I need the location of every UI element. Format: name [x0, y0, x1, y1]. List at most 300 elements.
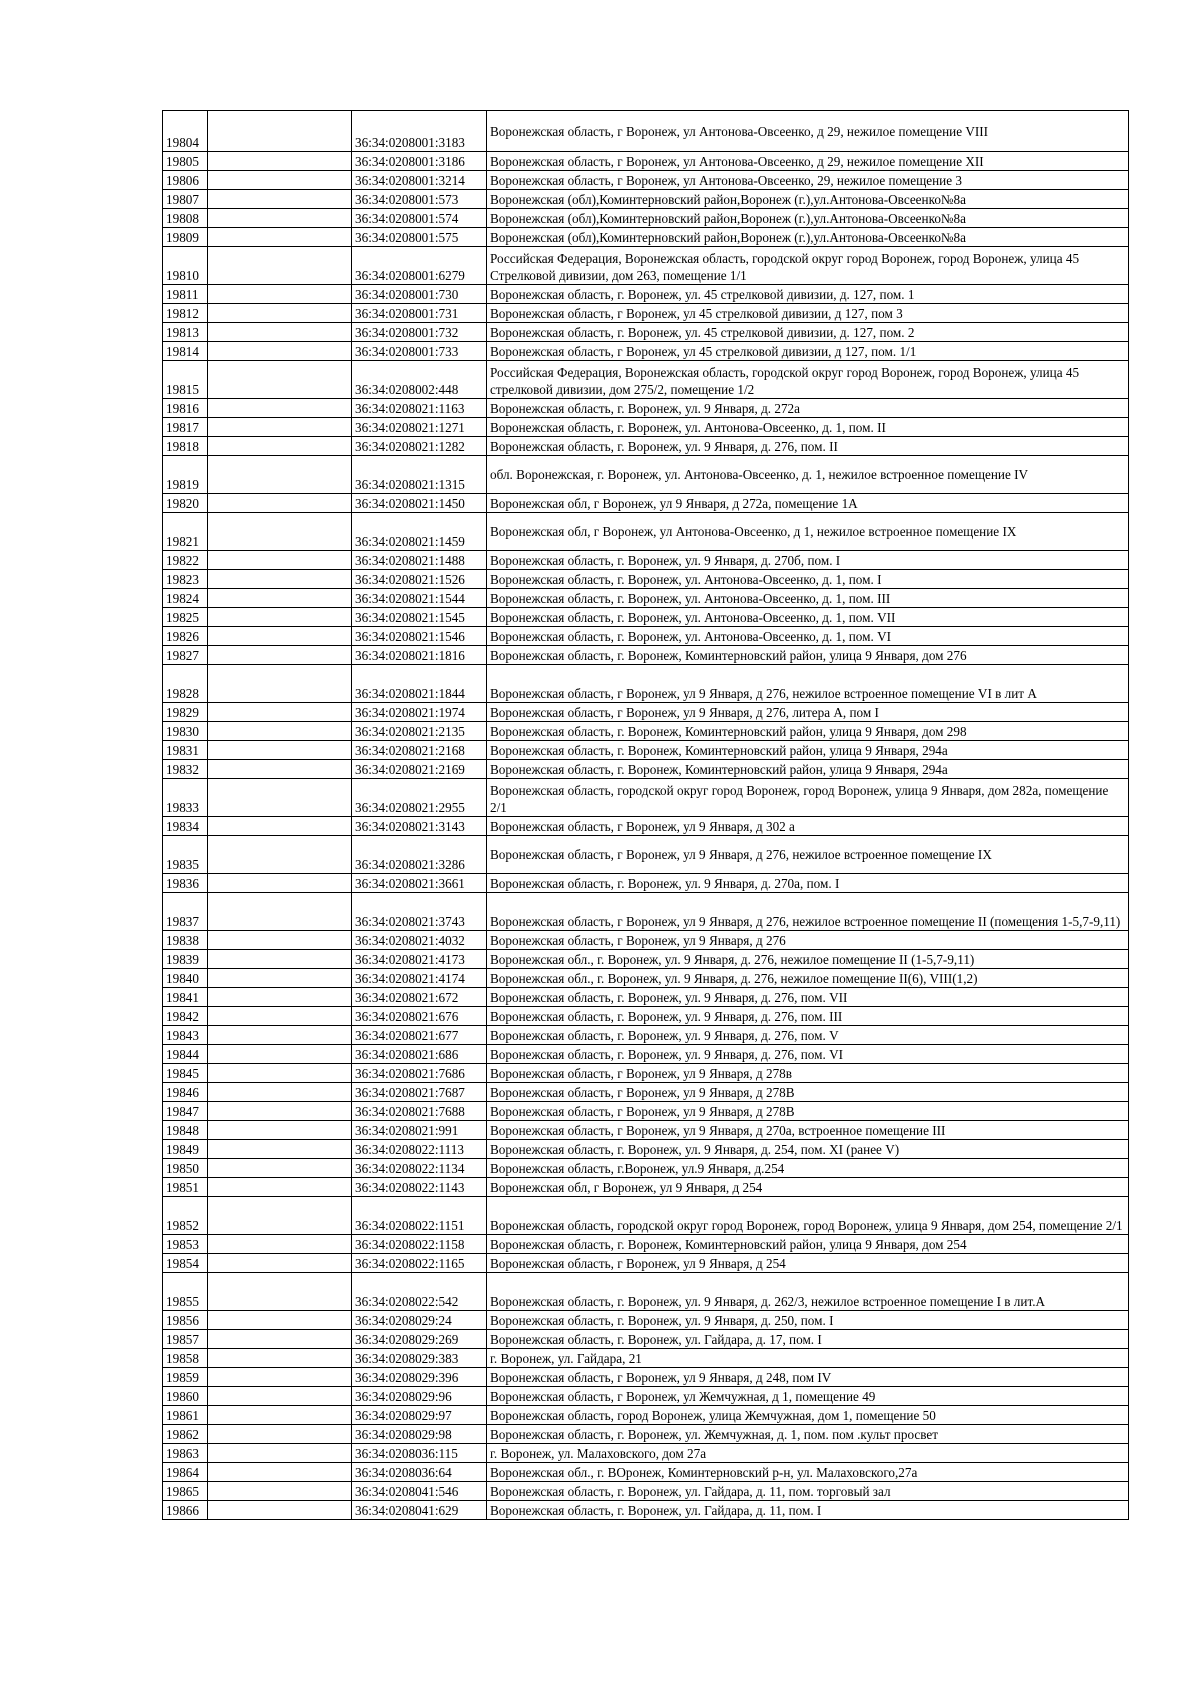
cadastral-number-cell: 36:34:0208021:2135 [352, 722, 487, 741]
table-row [163, 1444, 1129, 1463]
empty-cell [208, 817, 352, 836]
table-row [163, 323, 1129, 342]
row-number-cell: 19855 [163, 1273, 208, 1311]
table-row [163, 665, 1129, 703]
empty-cell [208, 1425, 352, 1444]
address-cell: Воронежская область, г. Воронеж, ул. Гайдара, д. 11, пом. торговый зал [487, 1482, 1129, 1501]
empty-cell [208, 342, 352, 361]
empty-cell [208, 323, 352, 342]
address-cell: Воронежская (обл),Коминтерновский район,Воронеж (г.),ул.Антонова-Овсеенко№8а [487, 190, 1129, 209]
cadastral-number-cell: 36:34:0208036:64 [352, 1463, 487, 1482]
cadastral-number-cell: 36:34:0208021:676 [352, 1007, 487, 1026]
table-row [163, 589, 1129, 608]
table-row [163, 817, 1129, 836]
empty-cell [208, 874, 352, 893]
row-number-cell: 19827 [163, 646, 208, 665]
address-cell: Воронежская область, г. Воронеж, ул. 9 Января, д. 254, пом. XI (ранее V) [487, 1140, 1129, 1159]
table-row [163, 627, 1129, 646]
table-row [163, 190, 1129, 209]
cadastral-number-cell: 36:34:0208021:1974 [352, 703, 487, 722]
cadastral-number-cell: 36:34:0208021:3143 [352, 817, 487, 836]
empty-cell [208, 779, 352, 817]
table-row [163, 228, 1129, 247]
table-row [163, 950, 1129, 969]
row-number-cell: 19844 [163, 1045, 208, 1064]
empty-cell [208, 171, 352, 190]
cadastral-number-cell: 36:34:0208021:1282 [352, 437, 487, 456]
cadastral-number-cell: 36:34:0208029:269 [352, 1330, 487, 1349]
table-row [163, 779, 1129, 817]
empty-cell [208, 1254, 352, 1273]
table-row [163, 1197, 1129, 1235]
address-cell: Воронежская область, г. Воронеж, ул. 9 Января, д. 262/3, нежилое встроенное помещение I в лит.А [487, 1273, 1129, 1311]
row-number-cell: 19812 [163, 304, 208, 323]
row-number-cell: 19805 [163, 152, 208, 171]
cadastral-number-cell: 36:34:0208029:98 [352, 1425, 487, 1444]
empty-cell [208, 760, 352, 779]
cadastral-number-cell: 36:34:0208036:115 [352, 1444, 487, 1463]
row-number-cell: 19857 [163, 1330, 208, 1349]
address-cell: обл. Воронежская, г. Воронеж, ул. Антонова-Овсеенко, д. 1, нежилое встроенное помещение IV [487, 456, 1129, 494]
cadastral-number-cell: 36:34:0208001:733 [352, 342, 487, 361]
address-cell: Воронежская область, г. Воронеж, ул. Антонова-Овсеенко, д. 1, пом. I [487, 570, 1129, 589]
empty-cell [208, 1273, 352, 1311]
address-cell: Российская Федерация, Воронежская область, городской округ город Воронеж, город Воронеж, улица 45 Стрелковой дивизии, дом 263, помещение 1/1 [487, 247, 1129, 285]
table-row [163, 703, 1129, 722]
cadastral-number-cell: 36:34:0208021:3661 [352, 874, 487, 893]
cadastral-number-cell: 36:34:0208021:677 [352, 1026, 487, 1045]
row-number-cell: 19833 [163, 779, 208, 817]
cadastral-number-cell: 36:34:0208041:546 [352, 1482, 487, 1501]
empty-cell [208, 608, 352, 627]
row-number-cell: 19848 [163, 1121, 208, 1140]
cadastral-number-cell: 36:34:0208029:383 [352, 1349, 487, 1368]
row-number-cell: 19808 [163, 209, 208, 228]
address-cell: Воронежская область, г. Воронеж, ул. 9 Января, д. 276, пом. VII [487, 988, 1129, 1007]
table-row [163, 722, 1129, 741]
empty-cell [208, 209, 352, 228]
row-number-cell: 19850 [163, 1159, 208, 1178]
cadastral-number-cell: 36:34:0208021:7687 [352, 1083, 487, 1102]
table-row [163, 1349, 1129, 1368]
address-cell: Воронежская область, г. Воронеж, ул. Гайдара, д. 11, пом. I [487, 1501, 1129, 1520]
cadastral-number-cell: 36:34:0208001:3214 [352, 171, 487, 190]
address-cell: Воронежская область, г. Воронеж, ул. 9 Января, д. 272а [487, 399, 1129, 418]
cadastral-number-cell: 36:34:0208021:2169 [352, 760, 487, 779]
cadastral-number-cell: 36:34:0208021:991 [352, 1121, 487, 1140]
row-number-cell: 19825 [163, 608, 208, 627]
table-row [163, 1501, 1129, 1520]
row-number-cell: 19852 [163, 1197, 208, 1235]
cadastral-number-cell: 36:34:0208001:730 [352, 285, 487, 304]
table-row [163, 1121, 1129, 1140]
table-row [163, 209, 1129, 228]
table-row [163, 111, 1129, 152]
row-number-cell: 19804 [163, 111, 208, 152]
table-row [163, 399, 1129, 418]
empty-cell [208, 190, 352, 209]
cadastral-number-cell: 36:34:0208001:3186 [352, 152, 487, 171]
row-number-cell: 19843 [163, 1026, 208, 1045]
row-number-cell: 19811 [163, 285, 208, 304]
table-row [163, 1463, 1129, 1482]
table-row [163, 437, 1129, 456]
address-cell: Воронежская обл., г. ВОронеж, Коминтерновский р-н, ул. Малаховского,27а [487, 1463, 1129, 1482]
empty-cell [208, 111, 352, 152]
table-row [163, 1387, 1129, 1406]
row-number-cell: 19841 [163, 988, 208, 1007]
empty-cell [208, 1102, 352, 1121]
empty-cell [208, 1159, 352, 1178]
empty-cell [208, 437, 352, 456]
empty-cell [208, 513, 352, 551]
address-cell: Воронежская область, городской округ город Воронеж, город Воронеж, улица 9 Января, дом 282а, помещение 2/1 [487, 779, 1129, 817]
empty-cell [208, 1007, 352, 1026]
empty-cell [208, 703, 352, 722]
address-cell: Воронежская область, г.Воронеж, ул.9 Января, д.254 [487, 1159, 1129, 1178]
row-number-cell: 19810 [163, 247, 208, 285]
table-row [163, 285, 1129, 304]
table-row [163, 304, 1129, 323]
row-number-cell: 19816 [163, 399, 208, 418]
address-cell: Воронежская область, г. Воронеж, ул. 9 Января, д. 276, пом. III [487, 1007, 1129, 1026]
table-row [163, 931, 1129, 950]
empty-cell [208, 1235, 352, 1254]
table-row [163, 608, 1129, 627]
address-cell: Воронежская область, г. Воронеж, Коминтерновский район, улица 9 Января, дом 254 [487, 1235, 1129, 1254]
cadastral-number-cell: 36:34:0208022:1151 [352, 1197, 487, 1235]
empty-cell [208, 1387, 352, 1406]
cadastral-number-cell: 36:34:0208021:1545 [352, 608, 487, 627]
cadastral-number-cell: 36:34:0208021:1488 [352, 551, 487, 570]
address-cell: Воронежская область, г Воронеж, ул 9 Января, д 276, нежилое встроенное помещение VI в лит А [487, 665, 1129, 703]
address-cell: Воронежская область, г Воронеж, ул Антонова-Овсеенко, д 29, нежилое помещение XII [487, 152, 1129, 171]
address-cell: Воронежская обл, г Воронеж, ул Антонова-Овсеенко, д 1, нежилое встроенное помещение IX [487, 513, 1129, 551]
cadastral-number-cell: 36:34:0208001:731 [352, 304, 487, 323]
row-number-cell: 19854 [163, 1254, 208, 1273]
empty-cell [208, 1463, 352, 1482]
table-row [163, 969, 1129, 988]
row-number-cell: 19822 [163, 551, 208, 570]
table-row [163, 836, 1129, 874]
table-row [163, 570, 1129, 589]
cadastral-number-cell: 36:34:0208002:448 [352, 361, 487, 399]
address-cell: Воронежская область, г. Воронеж, Коминтерновский район, улица 9 Января, 294а [487, 741, 1129, 760]
table-row [163, 1330, 1129, 1349]
cadastral-number-cell: 36:34:0208029:97 [352, 1406, 487, 1425]
address-cell: Воронежская обл, г Воронеж, ул 9 Января, д 272а, помещение 1А [487, 494, 1129, 513]
address-cell: Воронежская область, г. Воронеж, ул. 9 Января, д. 250, пом. I [487, 1311, 1129, 1330]
row-number-cell: 19831 [163, 741, 208, 760]
row-number-cell: 19842 [163, 1007, 208, 1026]
address-cell: Воронежская область, г. Воронеж, ул. Антонова-Овсеенко, д. 1, пом. VII [487, 608, 1129, 627]
cadastral-number-cell: 36:34:0208021:4032 [352, 931, 487, 950]
address-cell: Воронежская область, г Воронеж, ул 9 Января, д 278В [487, 1102, 1129, 1121]
address-cell: Воронежская область, г. Воронеж, Коминтерновский район, улица 9 Января, дом 276 [487, 646, 1129, 665]
row-number-cell: 19828 [163, 665, 208, 703]
address-cell: Воронежская обл., г. Воронеж, ул. 9 Января, д. 276, нежилое помещение II(6), VIII(1,2) [487, 969, 1129, 988]
address-cell: Воронежская область, г. Воронеж, Коминтерновский район, улица 9 Января, дом 298 [487, 722, 1129, 741]
empty-cell [208, 1349, 352, 1368]
cadastral-number-cell: 36:34:0208021:1163 [352, 399, 487, 418]
cadastral-number-cell: 36:34:0208022:1134 [352, 1159, 487, 1178]
empty-cell [208, 988, 352, 1007]
table-row [163, 646, 1129, 665]
empty-cell [208, 361, 352, 399]
empty-cell [208, 1121, 352, 1140]
address-cell: Воронежская (обл),Коминтерновский район,Воронеж (г.),ул.Антонова-Овсеенко№8а [487, 209, 1129, 228]
table-row [163, 1482, 1129, 1501]
cadastral-number-cell: 36:34:0208021:1526 [352, 570, 487, 589]
empty-cell [208, 1026, 352, 1045]
empty-cell [208, 1501, 352, 1520]
table-row [163, 152, 1129, 171]
table-row [163, 1235, 1129, 1254]
table-row [163, 1273, 1129, 1311]
row-number-cell: 19859 [163, 1368, 208, 1387]
cadastral-number-cell: 36:34:0208001:732 [352, 323, 487, 342]
empty-cell [208, 950, 352, 969]
row-number-cell: 19861 [163, 1406, 208, 1425]
address-cell: Воронежская область, г Воронеж, ул Антонова-Овсеенко, д 29, нежилое помещение VIII [487, 111, 1129, 152]
row-number-cell: 19847 [163, 1102, 208, 1121]
table-row [163, 1083, 1129, 1102]
table-row [163, 513, 1129, 551]
address-cell: Воронежская область, г Воронеж, ул 9 Января, д 248, пом IV [487, 1368, 1129, 1387]
empty-cell [208, 304, 352, 323]
empty-cell [208, 1330, 352, 1349]
row-number-cell: 19846 [163, 1083, 208, 1102]
address-cell: Воронежская область, г. Воронеж, ул. 45 стрелковой дивизии, д. 127, пом. 2 [487, 323, 1129, 342]
cadastral-number-cell: 36:34:0208021:3286 [352, 836, 487, 874]
row-number-cell: 19829 [163, 703, 208, 722]
address-cell: Воронежская область, г Воронеж, ул 9 Января, д 254 [487, 1254, 1129, 1273]
empty-cell [208, 836, 352, 874]
empty-cell [208, 1083, 352, 1102]
cadastral-number-cell: 36:34:0208001:6279 [352, 247, 487, 285]
address-cell: Воронежская область, г Воронеж, ул 9 Января, д 276, нежилое встроенное помещение II (помещения 1-5,7-9,11) [487, 893, 1129, 931]
row-number-cell: 19856 [163, 1311, 208, 1330]
empty-cell [208, 893, 352, 931]
empty-cell [208, 969, 352, 988]
empty-cell [208, 1197, 352, 1235]
cadastral-number-cell: 36:34:0208021:2168 [352, 741, 487, 760]
row-number-cell: 19838 [163, 931, 208, 950]
table-row [163, 171, 1129, 190]
row-number-cell: 19814 [163, 342, 208, 361]
cadastral-number-cell: 36:34:0208021:686 [352, 1045, 487, 1064]
row-number-cell: 19824 [163, 589, 208, 608]
address-cell: Воронежская область, г. Воронеж, ул. 45 стрелковой дивизии, д. 127, пом. 1 [487, 285, 1129, 304]
cadastral-number-cell: 36:34:0208021:7688 [352, 1102, 487, 1121]
table-row [163, 760, 1129, 779]
cadastral-number-cell: 36:34:0208021:1546 [352, 627, 487, 646]
cadastral-number-cell: 36:34:0208021:1816 [352, 646, 487, 665]
empty-cell [208, 1045, 352, 1064]
empty-cell [208, 627, 352, 646]
table-row [163, 893, 1129, 931]
address-cell: Воронежская область, г. Воронеж, ул. Гайдара, д. 17, пом. I [487, 1330, 1129, 1349]
cadastral-number-cell: 36:34:0208001:3183 [352, 111, 487, 152]
cadastral-number-cell: 36:34:0208001:575 [352, 228, 487, 247]
table-row [163, 1406, 1129, 1425]
row-number-cell: 19862 [163, 1425, 208, 1444]
table-row [163, 247, 1129, 285]
row-number-cell: 19853 [163, 1235, 208, 1254]
row-number-cell: 19866 [163, 1501, 208, 1520]
empty-cell [208, 665, 352, 703]
empty-cell [208, 1368, 352, 1387]
table-row [163, 342, 1129, 361]
cadastral-number-cell: 36:34:0208021:2955 [352, 779, 487, 817]
row-number-cell: 19837 [163, 893, 208, 931]
table-row [163, 1178, 1129, 1197]
cadastral-number-cell: 36:34:0208021:1844 [352, 665, 487, 703]
row-number-cell: 19832 [163, 760, 208, 779]
row-number-cell: 19834 [163, 817, 208, 836]
address-cell: г. Воронеж, ул. Малаховского, дом 27а [487, 1444, 1129, 1463]
empty-cell [208, 399, 352, 418]
cadastral-number-cell: 36:34:0208021:4174 [352, 969, 487, 988]
cadastral-number-cell: 36:34:0208021:1315 [352, 456, 487, 494]
table-row [163, 1311, 1129, 1330]
empty-cell [208, 1064, 352, 1083]
address-cell: Воронежская область, г. Воронеж, ул. Антонова-Овсеенко, д. 1, пом. III [487, 589, 1129, 608]
cadastral-number-cell: 36:34:0208021:4173 [352, 950, 487, 969]
address-cell: Воронежская обл, г Воронеж, ул 9 Января, д 254 [487, 1178, 1129, 1197]
address-cell: Воронежская область, г Воронеж, ул 9 Января, д 278в [487, 1064, 1129, 1083]
cadastral-number-cell: 36:34:0208041:629 [352, 1501, 487, 1520]
address-cell: Воронежская обл., г. Воронеж, ул. 9 Января, д. 276, нежилое помещение II (1-5,7-9,11) [487, 950, 1129, 969]
row-number-cell: 19849 [163, 1140, 208, 1159]
cadastral-number-cell: 36:34:0208021:1459 [352, 513, 487, 551]
address-cell: Воронежская область, г Воронеж, ул 45 стрелковой дивизии, д 127, пом. 1/1 [487, 342, 1129, 361]
row-number-cell: 19860 [163, 1387, 208, 1406]
cadastral-number-cell: 36:34:0208001:573 [352, 190, 487, 209]
address-cell: Воронежская область, г Воронеж, ул 9 Января, д 276 [487, 931, 1129, 950]
empty-cell [208, 1178, 352, 1197]
empty-cell [208, 1311, 352, 1330]
address-cell: Воронежская область, г Воронеж, ул 9 Января, д 302 а [487, 817, 1129, 836]
empty-cell [208, 456, 352, 494]
cadastral-number-cell: 36:34:0208021:1544 [352, 589, 487, 608]
row-number-cell: 19826 [163, 627, 208, 646]
table-row [163, 988, 1129, 1007]
address-cell: Воронежская область, г. Воронеж, Коминтерновский район, улица 9 Января, 294а [487, 760, 1129, 779]
address-cell: Воронежская область, г. Воронеж, ул. 9 Января, д. 270а, пом. I [487, 874, 1129, 893]
empty-cell [208, 722, 352, 741]
row-number-cell: 19840 [163, 969, 208, 988]
address-cell: Воронежская область, г Воронеж, ул 9 Января, д 270а, встроенное помещение III [487, 1121, 1129, 1140]
address-cell: Воронежская область, г. Воронеж, ул. 9 Января, д. 276, пом. VI [487, 1045, 1129, 1064]
table-row [163, 1254, 1129, 1273]
cadastral-number-cell: 36:34:0208029:24 [352, 1311, 487, 1330]
row-number-cell: 19851 [163, 1178, 208, 1197]
empty-cell [208, 1140, 352, 1159]
table-row [163, 456, 1129, 494]
empty-cell [208, 1406, 352, 1425]
empty-cell [208, 247, 352, 285]
empty-cell [208, 1482, 352, 1501]
empty-cell [208, 152, 352, 171]
table-row [163, 1064, 1129, 1083]
table-row [163, 494, 1129, 513]
row-number-cell: 19813 [163, 323, 208, 342]
row-number-cell: 19823 [163, 570, 208, 589]
address-cell: Воронежская область, г. Воронеж, ул. 9 Января, д. 276, пом. II [487, 437, 1129, 456]
empty-cell [208, 494, 352, 513]
table-row [163, 1102, 1129, 1121]
address-cell: Воронежская область, г Воронеж, ул 9 Января, д 276, нежилое встроенное помещение IX [487, 836, 1129, 874]
table-row [163, 1140, 1129, 1159]
empty-cell [208, 551, 352, 570]
cadastral-number-cell: 36:34:0208022:1113 [352, 1140, 487, 1159]
address-cell: Воронежская область, г Воронеж, ул 9 Января, д 276, литера А, пом I [487, 703, 1129, 722]
address-cell: Воронежская (обл),Коминтерновский район,Воронеж (г.),ул.Антонова-Овсеенко№8а [487, 228, 1129, 247]
address-cell: Воронежская область, г. Воронеж, ул. Жемчужная, д. 1, пом. пом .культ просвет [487, 1425, 1129, 1444]
address-cell: Воронежская область, городской округ город Воронеж, город Воронеж, улица 9 Января, дом 254, помещение 2/1 [487, 1197, 1129, 1235]
cadastral-number-cell: 36:34:0208021:3743 [352, 893, 487, 931]
address-cell: Воронежская область, г Воронеж, ул Антонова-Овсеенко, 29, нежилое помещение 3 [487, 171, 1129, 190]
cadastral-number-cell: 36:34:0208021:1450 [352, 494, 487, 513]
table-row [163, 1045, 1129, 1064]
address-cell: г. Воронеж, ул. Гайдара, 21 [487, 1349, 1129, 1368]
row-number-cell: 19807 [163, 190, 208, 209]
table-row [163, 1425, 1129, 1444]
cadastral-number-cell: 36:34:0208021:672 [352, 988, 487, 1007]
row-number-cell: 19820 [163, 494, 208, 513]
row-number-cell: 19821 [163, 513, 208, 551]
address-cell: Воронежская область, г Воронеж, ул 45 стрелковой дивизии, д 127, пом 3 [487, 304, 1129, 323]
address-cell: Воронежская область, г. Воронеж, ул. Антонова-Овсеенко, д. 1, пом. II [487, 418, 1129, 437]
address-cell: Воронежская область, город Воронеж, улица Жемчужная, дом 1, помещение 50 [487, 1406, 1129, 1425]
table-row [163, 361, 1129, 399]
row-number-cell: 19818 [163, 437, 208, 456]
row-number-cell: 19809 [163, 228, 208, 247]
address-cell: Российская Федерация, Воронежская область, городской округ город Воронеж, город Воронеж, улица 45 стрелковой дивизии, дом 275/2, помещение 1/2 [487, 361, 1129, 399]
table-row [163, 1007, 1129, 1026]
cadastral-number-cell: 36:34:0208022:1143 [352, 1178, 487, 1197]
table-row [163, 874, 1129, 893]
row-number-cell: 19819 [163, 456, 208, 494]
empty-cell [208, 589, 352, 608]
address-cell: Воронежская область, г Воронеж, ул Жемчужная, д 1, помещение 49 [487, 1387, 1129, 1406]
empty-cell [208, 285, 352, 304]
cadastral-number-cell: 36:34:0208022:1165 [352, 1254, 487, 1273]
row-number-cell: 19817 [163, 418, 208, 437]
table-row [163, 1026, 1129, 1045]
address-cell: Воронежская область, г. Воронеж, ул. 9 Января, д. 270б, пом. I [487, 551, 1129, 570]
row-number-cell: 19865 [163, 1482, 208, 1501]
cadastral-number-cell: 36:34:0208029:96 [352, 1387, 487, 1406]
row-number-cell: 19839 [163, 950, 208, 969]
row-number-cell: 19815 [163, 361, 208, 399]
address-cell: Воронежская область, г Воронеж, ул 9 Января, д 278В [487, 1083, 1129, 1102]
cadastral-number-cell: 36:34:0208001:574 [352, 209, 487, 228]
empty-cell [208, 1444, 352, 1463]
empty-cell [208, 228, 352, 247]
row-number-cell: 19864 [163, 1463, 208, 1482]
property-registry-table [162, 110, 1129, 1520]
empty-cell [208, 646, 352, 665]
row-number-cell: 19835 [163, 836, 208, 874]
empty-cell [208, 741, 352, 760]
cadastral-number-cell: 36:34:0208022:1158 [352, 1235, 487, 1254]
empty-cell [208, 418, 352, 437]
row-number-cell: 19845 [163, 1064, 208, 1083]
table-row [163, 418, 1129, 437]
cadastral-number-cell: 36:34:0208021:7686 [352, 1064, 487, 1083]
